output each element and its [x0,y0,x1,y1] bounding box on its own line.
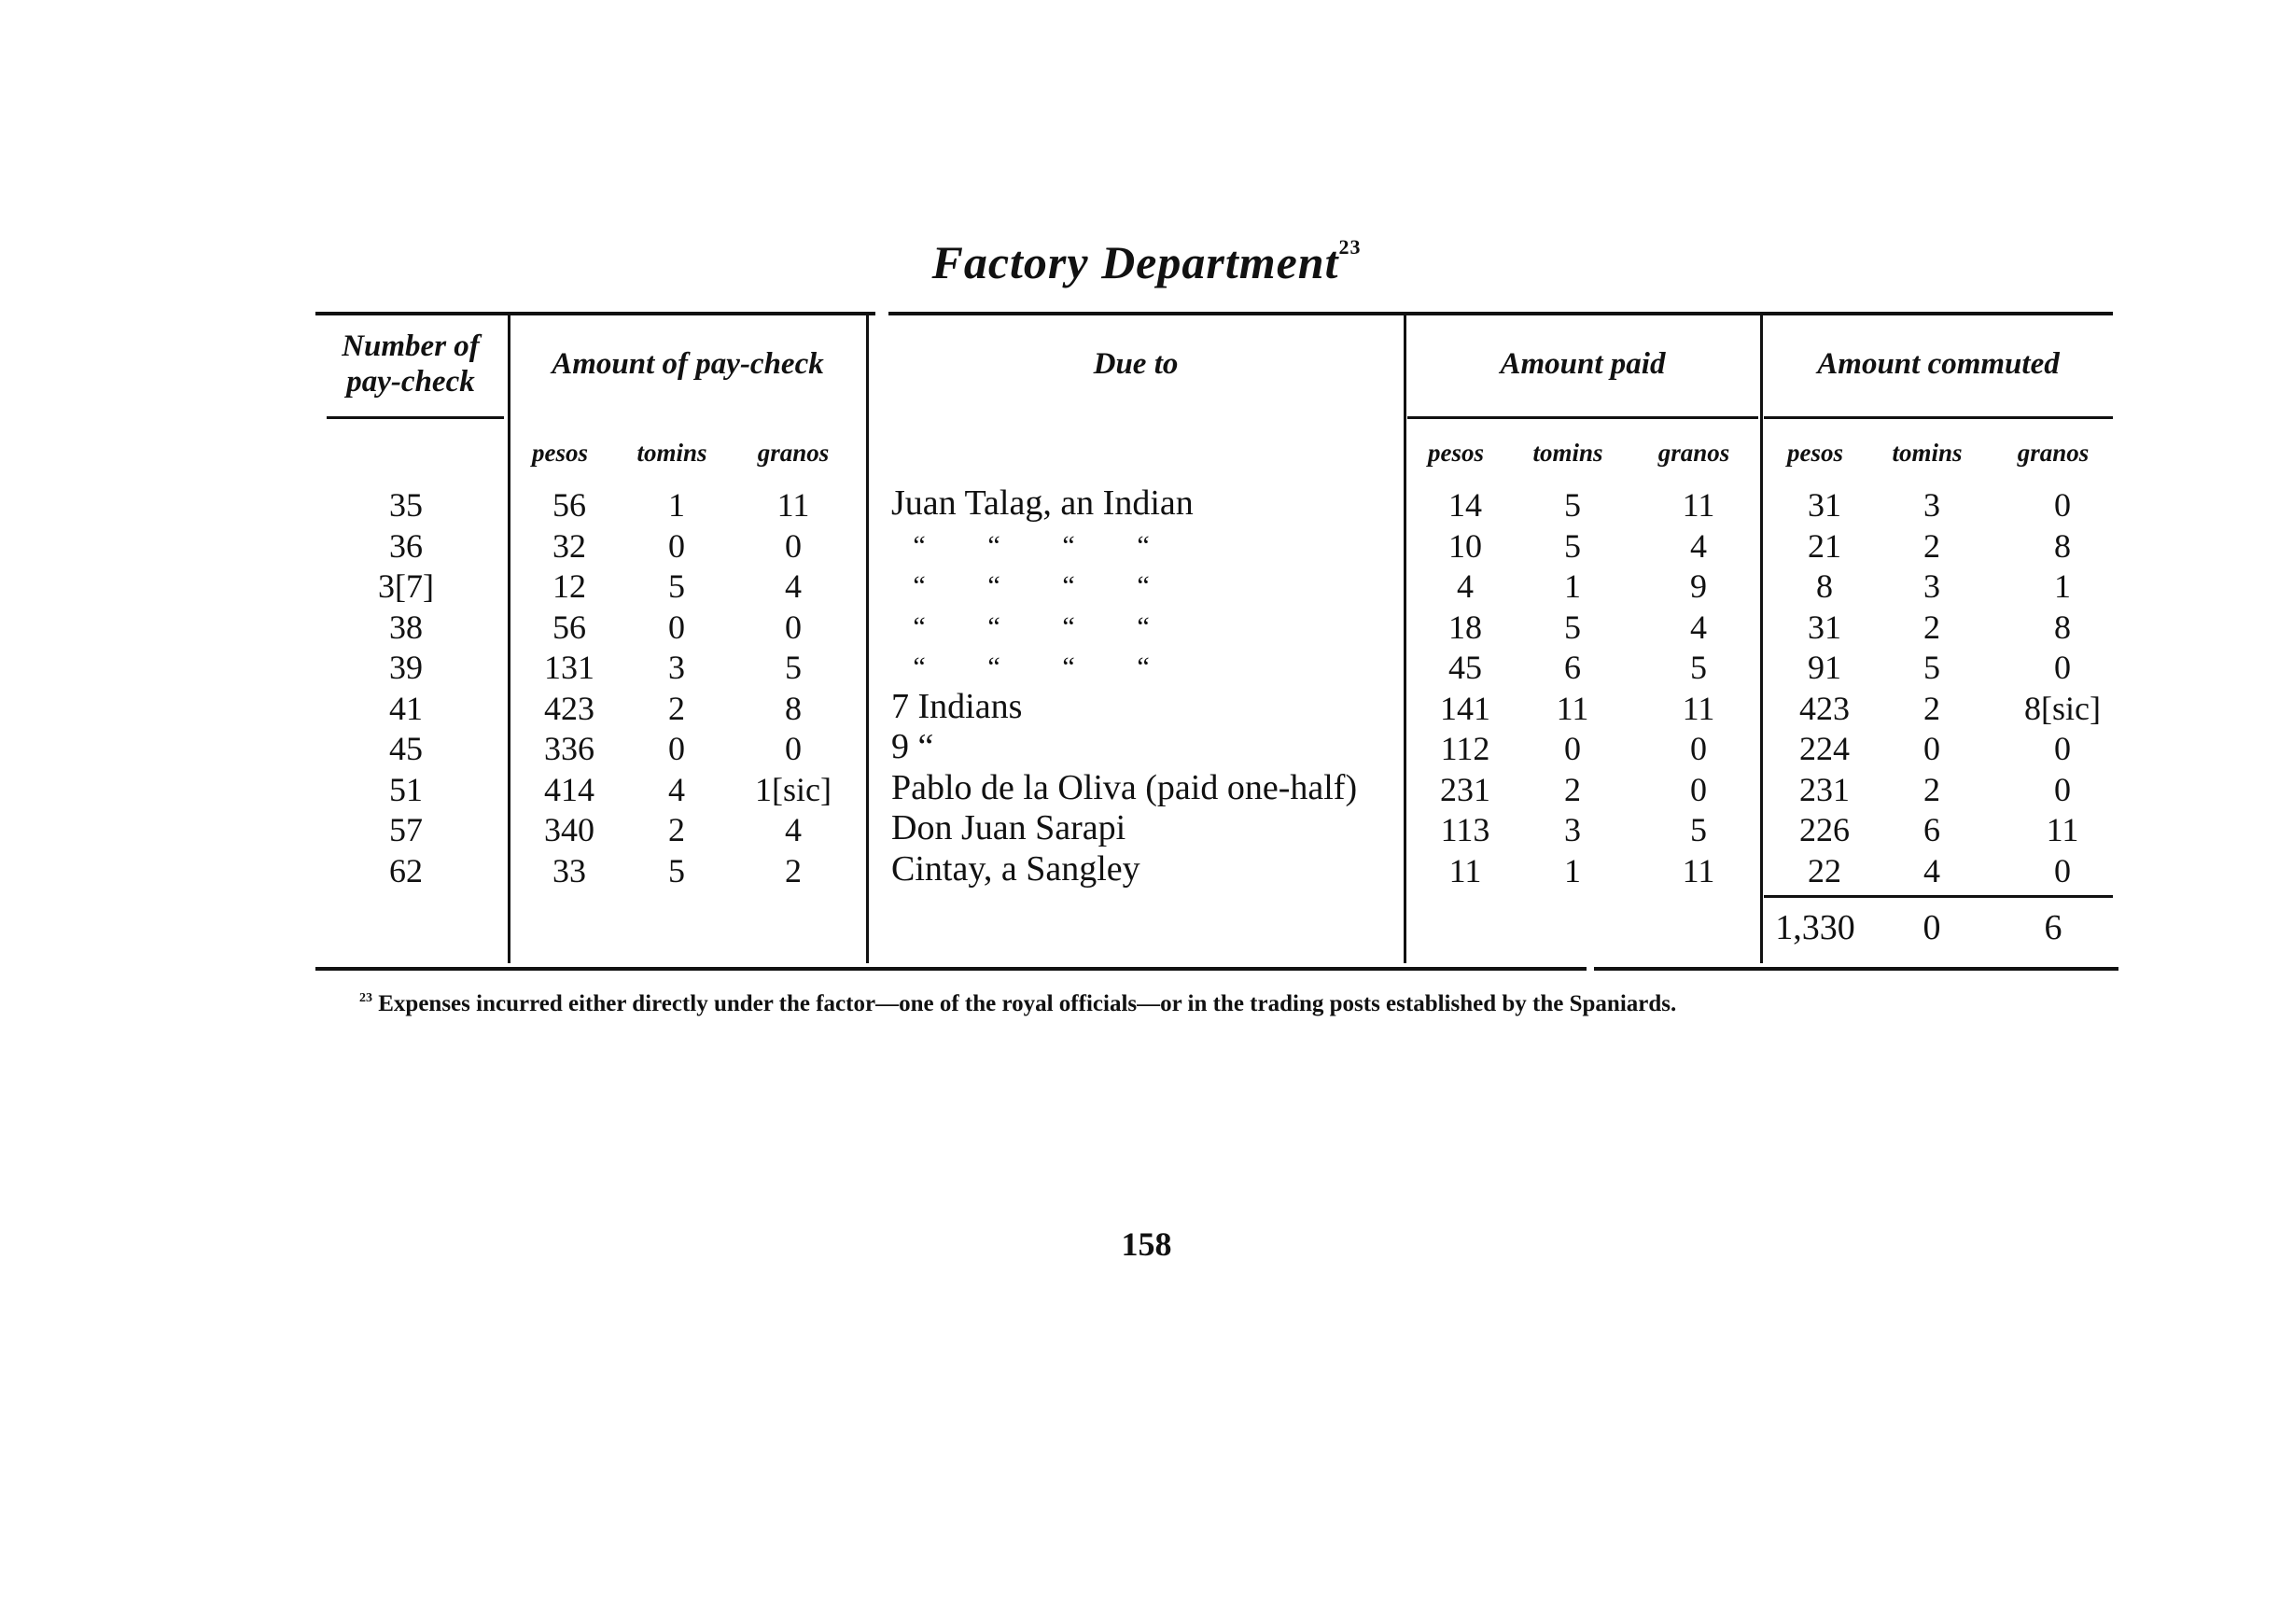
ditto-mark: “ [987,610,1000,642]
cell-ct: 0 [1923,730,1940,767]
cell-ap: 141 [1440,689,1490,727]
cell-g: 0 [785,526,802,565]
cell-num: 51 [389,770,423,808]
due-to-text: 9 “ [891,727,934,766]
cell-cp: 8 [1816,567,1833,605]
cell-at: 5 [1564,526,1581,565]
cell-g: 1[sic] [755,770,832,808]
cell-ct: 2 [1923,689,1940,727]
cell-num: 36 [389,526,423,565]
footnote: $^{23}$ Expenses incurred either directly under the factor—one of the royal officials—or in the trading posts established by the Spaniards. [359,991,1677,1016]
cell-ap: 11 [1448,851,1482,889]
cell-p: 336 [544,730,594,767]
sub-tomins-1: tomins [636,439,707,467]
cell-ap: 45 [1448,649,1482,686]
due-to-text: Cintay, a Sangley [891,848,1140,889]
header-rule-commuted [1764,416,2113,419]
cell-at: 1 [1564,851,1581,889]
sub-pesos-2: pesos [1428,439,1484,467]
cell-cg: 0 [2054,649,2071,686]
ditto-mark: “ [913,651,926,682]
cell-num: 57 [389,811,423,848]
cell-t: 5 [668,851,685,889]
cell-cg: 0 [2054,486,2071,524]
page-number: 158 [1121,1225,1172,1263]
cell-g: 2 [785,851,802,889]
cell-num: 41 [389,689,423,727]
header-amount-commuted: Amount commuted [1817,347,2060,382]
due-to-text: Don Juan Sarapi [891,808,1126,847]
cell-ag: 9 [1690,567,1707,605]
cell-cp: 423 [1799,689,1850,727]
cell-ap: 4 [1457,567,1474,605]
cell-t: 3 [668,649,685,686]
cell-ct: 6 [1923,811,1940,848]
cell-cp: 226 [1799,811,1850,848]
cell-g: 11 [776,486,810,524]
cell-g: 8 [785,689,802,727]
cell-at: 1 [1564,567,1581,605]
cell-t: 5 [668,567,685,605]
cell-ap: 10 [1448,526,1482,565]
cell-t: 0 [668,730,685,767]
sub-granos-2: granos [1657,439,1730,467]
cell-ct: 5 [1923,649,1940,686]
cell-ct: 3 [1923,567,1940,605]
ditto-mark: “ [1062,610,1075,642]
cell-ap: 231 [1440,770,1490,808]
cell-p: 32 [552,526,586,565]
sub-granos-3: granos [2017,439,2090,467]
cell-cg: 0 [2054,851,2071,889]
cell-ag: 4 [1690,608,1707,646]
cell-ap: 113 [1440,811,1490,848]
header-amount-paycheck: Amount of pay-check [552,347,824,382]
cell-at: 6 [1564,649,1581,686]
col-divider-1 [508,314,510,963]
cell-at: 0 [1564,730,1581,767]
header-rule-paid [1407,416,1758,419]
due-to-text: Pablo de la Oliva (paid one-half) [891,767,1358,807]
cell-num: 38 [389,608,423,646]
sub-granos-1: granos [757,439,830,467]
cell-ct: 2 [1923,526,1940,565]
cell-g: 0 [785,608,802,646]
cell-ap: 18 [1448,608,1482,646]
cell-ag: 0 [1690,730,1707,767]
cell-num: 39 [389,649,423,686]
cell-cp: 91 [1808,649,1841,686]
cell-ag: 11 [1682,851,1715,889]
cell-g: 0 [785,730,802,767]
cell-cg: 0 [2054,770,2071,808]
cell-t: 2 [668,811,685,848]
cell-ag: 4 [1690,526,1707,565]
due-to-text: 7 Indians [891,686,1023,726]
bottom-rule-left [315,967,1587,971]
cell-cp: 31 [1808,608,1841,646]
cell-t: 4 [668,770,685,808]
cell-cg: 0 [2054,730,2071,767]
cell-cp: 21 [1808,526,1841,565]
total-pesos: 1,330 [1775,908,1855,947]
header-due-to: Due to [1093,347,1179,382]
cell-t: 0 [668,526,685,565]
cell-t: 0 [668,608,685,646]
ditto-mark: “ [1137,610,1150,642]
cell-num: 3[7] [378,567,434,605]
total-rule [1764,895,2113,898]
ditto-mark: “ [913,570,926,601]
ditto-mark: “ [913,610,926,642]
ditto-mark: “ [1062,529,1075,561]
cell-p: 340 [544,811,594,848]
ditto-mark: “ [1062,651,1075,682]
cell-t: 2 [668,689,685,727]
cell-g: 4 [785,567,802,605]
cell-at: 3 [1564,811,1581,848]
cell-p: 12 [552,567,586,605]
cell-p: 33 [552,851,586,889]
cell-p: 414 [544,770,594,808]
total-granos: 6 [2044,908,2062,947]
page-title: Factory Department$^{23}$ [931,235,1362,288]
cell-g: 5 [785,649,802,686]
ditto-mark: “ [1137,651,1150,682]
header-number: Number of pay-check [342,329,480,399]
cell-at: 11 [1556,689,1589,727]
sub-tomins-2: tomins [1532,439,1603,467]
cell-g: 4 [785,811,802,848]
cell-ct: 4 [1923,851,1940,889]
ditto-mark: “ [1137,529,1150,561]
cell-num: 62 [389,851,423,889]
col-divider-3 [1404,314,1406,963]
cell-cp: 231 [1799,770,1850,808]
ditto-mark: “ [913,529,926,561]
cell-ag: 5 [1690,811,1707,848]
due-to-text: Juan Talag, an Indian [891,483,1194,523]
cell-ag: 5 [1690,649,1707,686]
cell-cp: 31 [1808,486,1841,524]
col-divider-4 [1760,314,1763,963]
cell-num: 45 [389,730,423,767]
cell-p: 56 [552,486,586,524]
cell-ag: 11 [1682,689,1715,727]
cell-p: 56 [552,608,586,646]
ditto-mark: “ [987,570,1000,601]
cell-t: 1 [668,486,685,524]
header-rule-number [327,416,504,419]
cell-at: 5 [1564,608,1581,646]
cell-at: 5 [1564,486,1581,524]
cell-p: 423 [544,689,594,727]
ditto-mark: “ [987,651,1000,682]
cell-cg: 1 [2054,567,2071,605]
cell-cg: 8 [2054,526,2071,565]
cell-ct: 3 [1923,486,1940,524]
sub-pesos-1: pesos [532,439,588,467]
cell-ct: 2 [1923,608,1940,646]
cell-cg: 8[sic] [2024,689,2101,727]
title-footnote-mark: 23 [1338,235,1362,259]
ditto-mark: “ [1062,570,1075,601]
col-divider-2 [866,314,869,963]
ditto-mark: “ [987,529,1000,561]
cell-at: 2 [1564,770,1581,808]
cell-cp: 224 [1799,730,1850,767]
cell-num: 35 [389,486,423,524]
ditto-mark: “ [1137,570,1150,601]
bottom-rule-right [1594,967,2118,971]
sub-pesos-3: pesos [1787,439,1843,467]
cell-cg: 11 [2046,811,2079,848]
cell-ct: 2 [1923,770,1940,808]
sub-tomins-3: tomins [1892,439,1963,467]
header-amount-paid: Amount paid [1500,347,1666,382]
total-tomins: 0 [1922,908,1941,947]
cell-p: 131 [544,649,594,686]
cell-ap: 14 [1448,486,1482,524]
cell-ap: 112 [1440,730,1490,767]
cell-cp: 22 [1808,851,1841,889]
cell-ag: 11 [1682,486,1715,524]
cell-cg: 8 [2054,608,2071,646]
cell-ag: 0 [1690,770,1707,808]
